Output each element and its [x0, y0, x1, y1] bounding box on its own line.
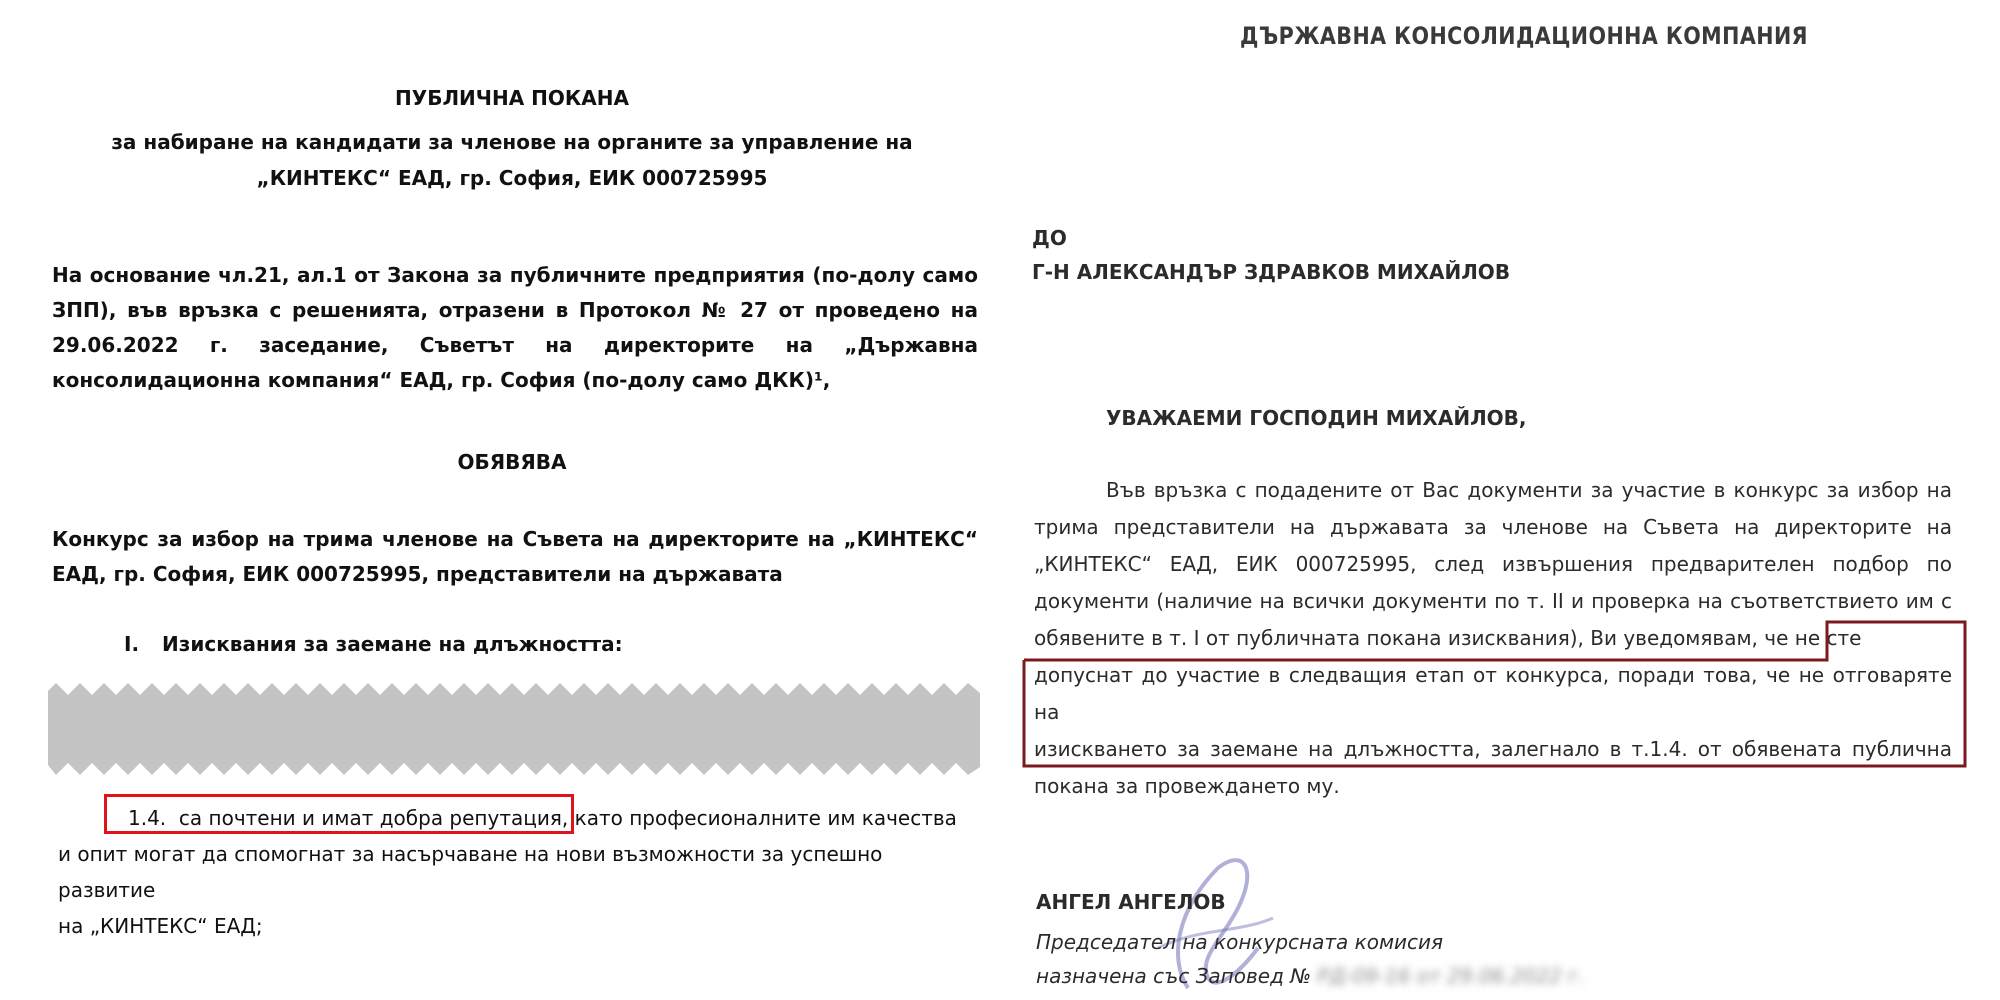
recipient-name: Г-Н АЛЕКСАНДЪР ЗДРАВКОВ МИХАЙЛОВ [1032, 260, 1511, 284]
salutation: УВАЖАЕМИ ГОСПОДИН МИХАЙЛОВ, [1106, 406, 1527, 430]
basis-line: ЗПП), във връзка с решенията, отразени в Протокол № 27 от проведено на [52, 298, 978, 322]
section-heading [124, 632, 623, 656]
torn-edge-bottom [48, 759, 980, 781]
basis-line: 29.06.2022 г. заседание, Съветът на директорите на „Държавна [52, 333, 978, 357]
contest-line: Конкурс за избор на трима членове на Съвета на директорите на „КИНТЕКС“ [52, 527, 978, 551]
highlighted-line: изискването за заемане на длъжността, залегнало в т.1.4. от обявената публична [1034, 737, 1952, 761]
highlighted-line: покана за провеждането му. [1034, 774, 1340, 798]
appointment-reference: РД-09-16 от 29.06.2022 г. [1317, 964, 1585, 988]
red-highlight-box [104, 794, 574, 834]
body-line: документи (наличие на всички документи по т. II и проверка на съответствието им с [1034, 589, 1952, 613]
contest-line: ЕАД, гр. София, ЕИК 000725995, представители на държавата [52, 562, 783, 586]
requirement-highlighted-text: са почтени и имат добра репутация, [178, 806, 569, 830]
torn-edge-top [48, 677, 980, 699]
dark-red-highlight-outline [1022, 620, 1967, 768]
requirement-text: като професионалните им качества [568, 806, 957, 830]
invitation-title: ПУБЛИЧНА ПОКАНА [395, 86, 629, 110]
signer-name: АНГЕЛ АНГЕЛОВ [1036, 890, 1226, 914]
section-title: Изисквания за заемане на длъжността: [162, 632, 623, 656]
contest-paragraph [52, 522, 978, 592]
announces-heading: ОБЯВЯВА [457, 450, 567, 474]
invitation-subtitle-line1: за набиране на кандидати за членове на органите за управление на [111, 130, 913, 154]
to-label: ДО [1032, 226, 1067, 250]
requirement-line3: на „КИНТЕКС“ ЕАД; [58, 914, 263, 938]
body-line: „КИНТЕКС“ ЕАД, ЕИК 000725995, след извършения предварителен подбор по [1034, 552, 1952, 576]
company-letterhead: ДЪРЖАВНА КОНСОЛИДАЦИОННА КОМПАНИЯ [1240, 22, 1808, 50]
basis-paragraph [52, 258, 978, 398]
signer-role: Председател на конкурсната комисия [1036, 930, 1444, 954]
right-document [1000, 0, 2000, 1000]
basis-line: На основание чл.21, ал.1 от Закона за публичните предприятия (по-долу само [52, 263, 978, 287]
basis-line: консолидационна компания“ ЕАД, гр. София (по-долу само ДКК)¹, [52, 368, 831, 392]
torn-redacted-section [48, 678, 980, 780]
requirement-line2: и опит могат да спомогнат за насърчаване на нови възможности за успешно развитие [58, 842, 883, 902]
highlighted-line: допуснат до участие в следващия етап от конкурса, поради това, че не отговаряте на [1034, 663, 1952, 724]
invitation-subtitle-line2: „КИНТЕКС“ ЕАД, гр. София, ЕИК 000725995 [256, 166, 768, 190]
body-line5-highlighted: че не сте [1757, 626, 1862, 650]
body-line5-text: обявените в т. I от публичната покана изисквания), Ви уведомявам, [1034, 626, 1758, 650]
body-line: трима представители на държавата за членове на Съвета на директорите на [1034, 515, 1952, 539]
appointment-label: назначена със Заповед № [1036, 964, 1312, 988]
requirement-number: 1.4. [128, 806, 167, 830]
body-line: Във връзка с подадените от Вас документи за участие в конкурс за избор на [1106, 478, 1952, 502]
section-number: I. [124, 632, 140, 656]
signer-appointment [1036, 964, 1585, 988]
